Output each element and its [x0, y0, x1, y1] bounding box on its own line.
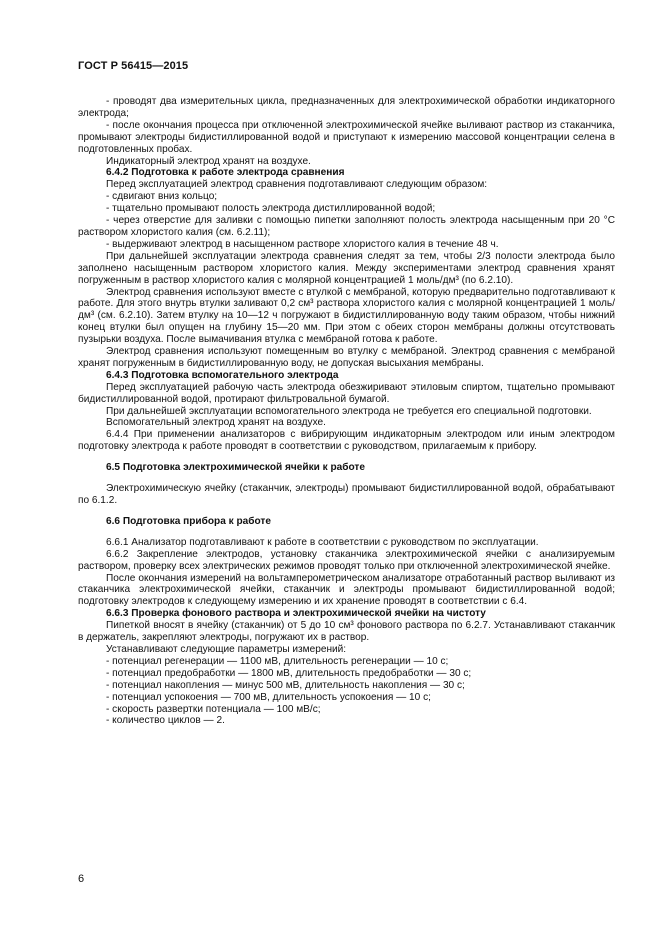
paragraph: Перед эксплуатацией рабочую часть электрода обезжиривают этиловым спиртом, тщательно промывают бидистиллированной водой, протирают фильтровальной бумагой.	[78, 381, 615, 405]
list-item: - скорость развертки потенциала — 100 мВ/с;	[106, 703, 321, 715]
section-heading: 6.6 Подготовка прибора к работе	[106, 515, 271, 527]
page-number: 6	[78, 873, 85, 885]
paragraph: При дальнейшей эксплуатации вспомогательного электрода не требуется его специальной подготовки.	[106, 405, 592, 417]
list-item: - тщательно промывают полость электрода дистиллированной водой;	[106, 203, 436, 215]
section-heading: 6.5 Подготовка электрохимической ячейки к работе	[106, 462, 365, 474]
paragraph: Перед эксплуатацией электрод сравнения подготавливают следующим образом:	[106, 179, 488, 191]
paragraph: После окончания измерений на вольтамперометрическом анализаторе отработанный раствор выливают из стаканчика электрохимической ячейки, стаканчик и электроды промывают бидистиллированной водой; подготовку электродов к следующему измерению и их хранение проводят в соответствии с 6.4.	[78, 572, 615, 608]
list-item: - через отверстие для заливки с помощью пипетки заполняют полость электрода насыщенным при 20 °С раствором хлористого калия (см. 6.2.11);	[78, 215, 615, 238]
document-header: ГОСТ Р 56415—2015	[78, 60, 189, 72]
paragraph: Вспомогательный электрод хранят на воздухе.	[106, 417, 326, 429]
paragraph: Индикаторный электрод хранят на воздухе.	[106, 155, 311, 167]
paragraph: - после окончания процесса при отключенной электрохимической ячейке выливают раствор из стаканчика, промывают электроды бидистиллированной водой и приступают к измерению массовой концентрации селена в подготовленных пробах.	[78, 119, 615, 155]
paragraph: 6.4.4 При применении анализаторов с вибрирующим индикаторным электродом или иным электродом подготовку электрода к работе проводят в соответствии с руководством, прилагаемым к прибору.	[78, 429, 615, 453]
paragraph: Устанавливают следующие параметры измерений:	[106, 643, 347, 655]
paragraph: 6.6.1 Анализатор подготавливают к работе в соответствии с руководством по эксплуатации.	[106, 536, 539, 548]
list-item: - количество циклов — 2.	[106, 715, 225, 727]
paragraph: Электрод сравнения используют вместе с втулкой с мембраной, которую предварительно подготавливают к работе. Для этого внутрь втулки заливают 0,2 см³ раствора хлористого калия с молярной концентрацией 1 моль/дм³ (см. 6.2.10). Затем втулку на 10—12 ч погружают в бидистиллированную воду таким образом, чтобы нижний конец втулки был опущен на глубину 15—20 мм. При этом с обеих сторон мембраны должны отсутствовать пузырьки воздуха. После вымачивания втулка с мембраной готова к работе.	[78, 286, 615, 346]
paragraph: 6.6.2 Закрепление электродов, установку стаканчика электрохимической ячейки с анализируемым раствором, проверку всех электрических режимов проводят только при отключенной электрохимической ячейке.	[78, 548, 615, 572]
document-body	[78, 96, 615, 727]
section-heading: 6.4.3 Подготовка вспомогательного электрода	[106, 369, 339, 381]
list-item: - потенциал успокоения — 700 мВ, длительность успокоения — 10 с;	[106, 691, 431, 703]
list-item: - потенциал накопления — минус 500 мВ, длительность накопления — 30 с;	[106, 679, 465, 691]
list-item: - потенциал предобработки — 1800 мВ, длительность предобработки — 30 с;	[106, 667, 472, 679]
paragraph: Пипеткой вносят в ячейку (стаканчик) от 5 до 10 см³ фонового раствора по 6.2.7. Устанавливают стаканчик в держатель, закрепляют электроды, погружают их в раствор.	[78, 620, 615, 644]
paragraph: Электрод сравнения используют помещенным во втулку с мембраной. Электрод сравнения с мембраной хранят погруженным в бидистиллированную воду, не допуская высыхания мембраны.	[78, 346, 615, 369]
list-item: - сдвигают вниз кольцо;	[106, 191, 218, 203]
list-item: - выдерживают электрод в насыщенном растворе хлористого калия в течение 48 ч.	[106, 238, 499, 250]
paragraph: - проводят два измерительных цикла, предназначенных для электрохимической обработки индикаторного электрода;	[78, 96, 615, 119]
section-heading: 6.6.3 Проверка фонового раствора и электрохимической ячейки на чистоту	[106, 608, 486, 620]
section-heading: 6.4.2 Подготовка к работе электрода сравнения	[106, 167, 345, 179]
paragraph: Электрохимическую ячейку (стаканчик, электроды) промывают бидистиллированной водой, обрабатывают по 6.1.2.	[78, 483, 615, 506]
paragraph: При дальнейшей эксплуатации электрода сравнения следят за тем, чтобы 2/3 полости электрода было заполнено насыщенным раствором хлористого калия. Между экспериментами электрод сравнения хранят погруженным в раствор хлористого калия с молярной концентрацией 1 моль/дм³ (по 6.2.10).	[78, 250, 615, 286]
list-item: - потенциал регенерации — 1100 мВ, длительность регенерации — 10 с;	[106, 655, 449, 667]
